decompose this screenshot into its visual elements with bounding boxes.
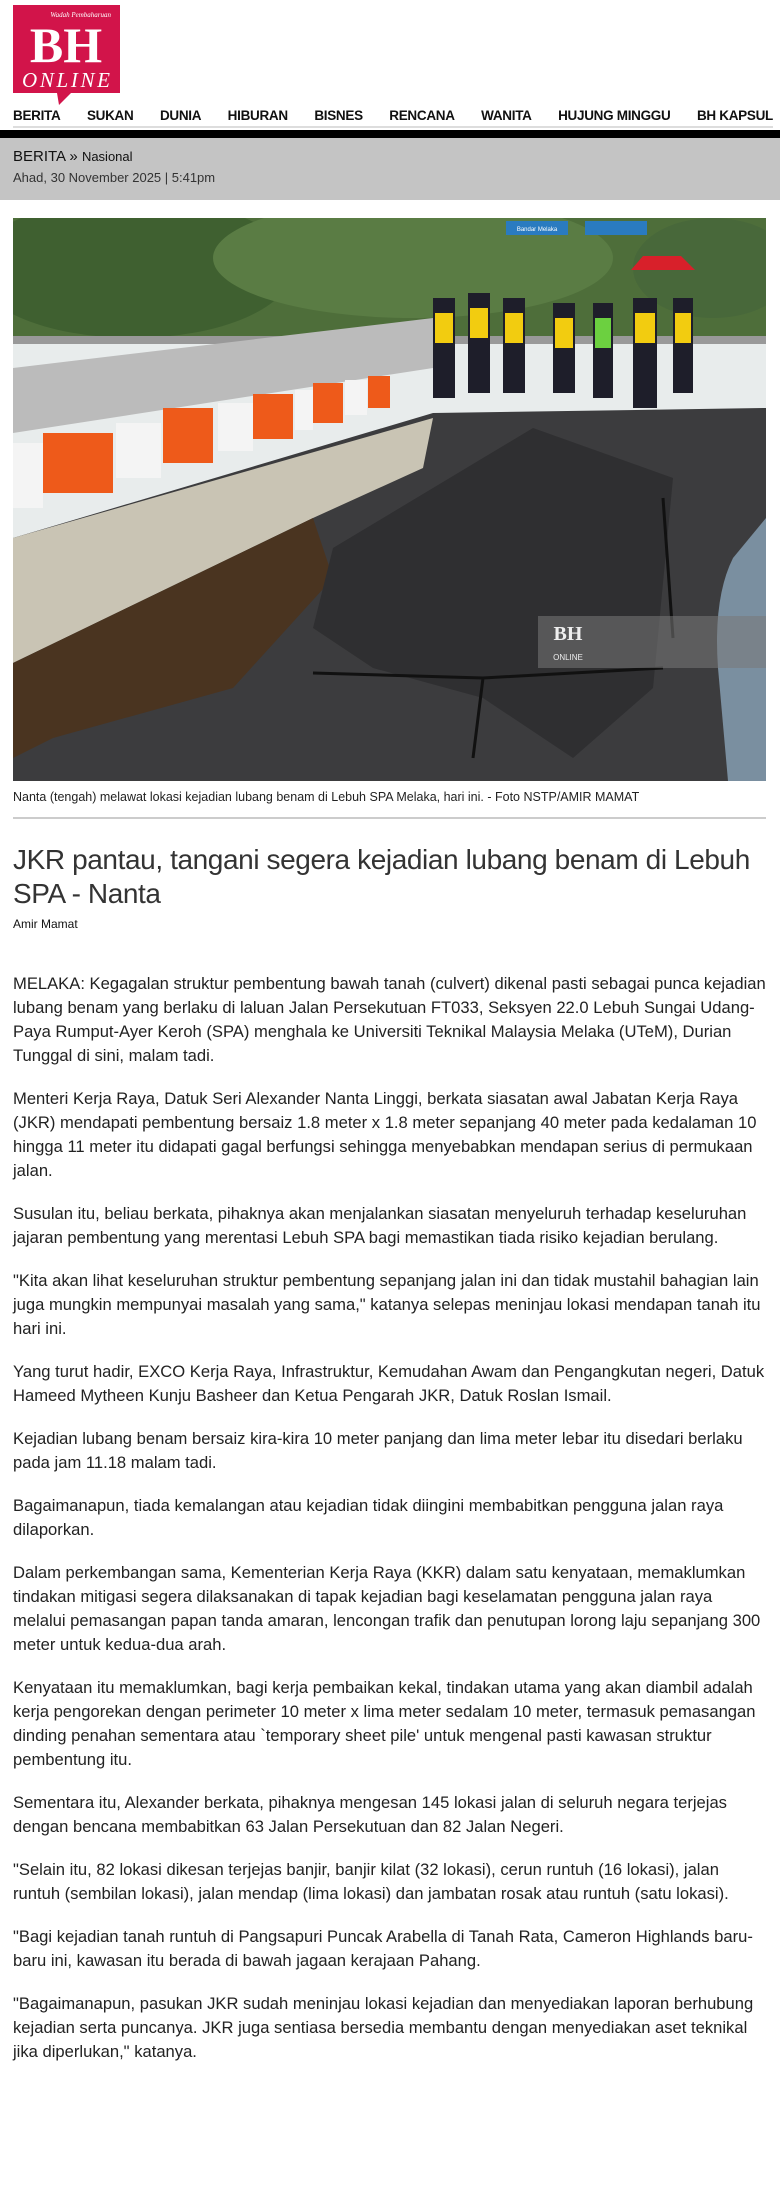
svg-text:ONLINE: ONLINE [553, 653, 583, 662]
nav-hujung-minggu[interactable]: HUJUNG MINGGU [558, 107, 671, 123]
svg-text:Wadah Pembaharuan: Wadah Pembaharuan [50, 11, 111, 19]
breadcrumb-section[interactable]: BERITA [13, 148, 66, 165]
paragraph: Kejadian lubang benam bersaiz kira-kira 10 meter panjang dan lima meter lebar itu disedari berlaku pada jam 11.18 malam tadi. [13, 1429, 743, 1472]
paragraph: Bagaimanapun, tiada kemalangan atau kejadian tidak diingini membabitkan pengguna jalan raya dilaporkan. [13, 1496, 724, 1539]
nav-bisnes[interactable]: BISNES [314, 107, 363, 123]
article-author[interactable]: Amir Mamat [13, 917, 78, 931]
paragraph: "Bagaimanapun, pasukan JKR sudah meninjau lokasi kejadian dan menyediakan laporan berhubung kejadian serta puncanya. JKR juga sentiasa bersedia membantu dengan menyediakan aset teknikal jika diperlukan," katanya. [13, 1994, 754, 2061]
nav-berita[interactable]: BERITA [13, 107, 61, 123]
article-photo [13, 218, 766, 781]
paragraph: Dalam perkembangan sama, Kementerian Kerja Raya (KKR) dalam satu kenyataan, memaklumkan tindakan mitigasi segera dilaksanakan di tapak kejadian bagi keselamatan pengguna jalan raya melalui pemasangan papan tanda amaran, lencongan trafik dan penutupan lorong laju sepanjang 300 meter untuk kedua-dua arah. [13, 1563, 761, 1654]
paragraph: "Kita akan lihat keseluruhan struktur pembentung sepanjang jalan ini dan tidak mustahil bahagian lain juga mungkin mempunyai masalah yang sama," katanya selepas meninjau lokasi mendapan tanah itu hari ini. [13, 1271, 761, 1338]
publish-date: Ahad, 30 November 2025 | 5:41pm [13, 170, 216, 185]
nav-dunia[interactable]: DUNIA [159, 107, 202, 123]
paragraph: Sementara itu, Alexander berkata, pihaknya mengesan 145 lokasi jalan di seluruh negara terjejas dengan bencana membabitkan 63 Jalan Persekutuan dan 82 Jalan Negeri. [13, 1793, 727, 1836]
breadcrumb-band [0, 138, 780, 200]
main-nav [13, 104, 773, 128]
svg-text:ONLINE: ONLINE [22, 68, 110, 92]
breadcrumb [13, 148, 133, 166]
caption-divider [13, 817, 766, 819]
bh-online-logo[interactable] [13, 5, 120, 105]
road-sign-text: Bandar Melaka [516, 227, 558, 233]
article-title: JKR pantau, tangani segera kejadian lubang benam di Lebuh SPA - Nanta [13, 844, 750, 909]
breadcrumb-subsection[interactable]: Nasional [81, 149, 133, 164]
breadcrumb-separator: » [69, 148, 78, 165]
article-main [13, 218, 766, 2083]
nav-sukan[interactable]: SUKAN [86, 107, 134, 123]
nav-divider [0, 130, 780, 138]
nav-bh-kapsul[interactable]: BH KAPSUL [696, 107, 773, 123]
paragraph: MELAKA: Kegagalan struktur pembentung bawah tanah (culvert) dikenal pasti sebagai punca kejadian lubang benam yang berlaku di laluan Jalan Persekutuan FT033, Seksyen 22.0 Lebuh Sungai Udang-Paya Rumput-Ayer Keroh (SPA) menghala ke Universiti Teknikal Malaysia Melaka (UTeM), Durian Tunggal di sini, malam tadi. [13, 974, 766, 1065]
svg-text:BH: BH [29, 17, 103, 73]
photo-caption: Nanta (tengah) melawat lokasi kejadian lubang benam di Lebuh SPA Melaka, hari ini. - Foto NSTP/AMIR MAMAT [13, 790, 640, 804]
nav-wanita[interactable]: WANITA [481, 107, 532, 123]
paragraph: Yang turut hadir, EXCO Kerja Raya, Infrastruktur, Kemudahan Awam dan Pengangkutan negeri, Datuk Hameed Mytheen Kunju Basheer dan Ketua Pengarah JKR, Datuk Roslan Ismail. [13, 1362, 765, 1405]
paragraph: Susulan itu, beliau berkata, pihaknya akan menjalankan siasatan menyeluruh terhadap keseluruhan jajaran pembentung yang merentasi Lebuh SPA bagi memastikan tiada risiko kejadian berulang. [13, 1204, 747, 1247]
paragraph: Kenyataan itu memaklumkan, bagi kerja pembaikan kekal, tindakan utama yang akan diambil adalah kerja pengorekan dengan perimeter 10 meter x lima meter sedalam 10 meter, termasuk pemasangan dinding penahan sementara atau `temporary sheet pile' untuk mengenal pasti kawasan struktur pembentung itu. [13, 1678, 756, 1769]
paragraph: "Bagi kejadian tanah runtuh di Pangsapuri Puncak Arabella di Tanah Rata, Cameron Highlands baru-baru ini, kawasan itu berada di bawah jagaan kerajaan Pahang. [13, 1927, 753, 1970]
article-body [13, 972, 766, 2064]
nav-rencana[interactable]: RENCANA [389, 107, 455, 123]
paragraph: "Selain itu, 82 lokasi dikesan terjejas banjir, banjir kilat (32 lokasi), cerun runtuh (16 lokasi), jalan runtuh (sembilan lokasi), jalan mendap (lima lokasi) dan jambatan rosak atau runtuh (satu lokasi). [13, 1860, 729, 1903]
paragraph: Menteri Kerja Raya, Datuk Seri Alexander Nanta Linggi, berkata siasatan awal Jabatan Kerja Raya (JKR) mendapati pembentung bersaiz 1.8 meter x 1.8 meter sepanjang 40 meter pada kedalaman 10 hingga 11 meter itu didapati gagal berfungsi sehingga menyebabkan mendapan serius di permukaan jalan. [13, 1089, 757, 1180]
svg-text:BH: BH [553, 623, 583, 645]
nav-hiburan[interactable]: HIBURAN [227, 107, 288, 123]
